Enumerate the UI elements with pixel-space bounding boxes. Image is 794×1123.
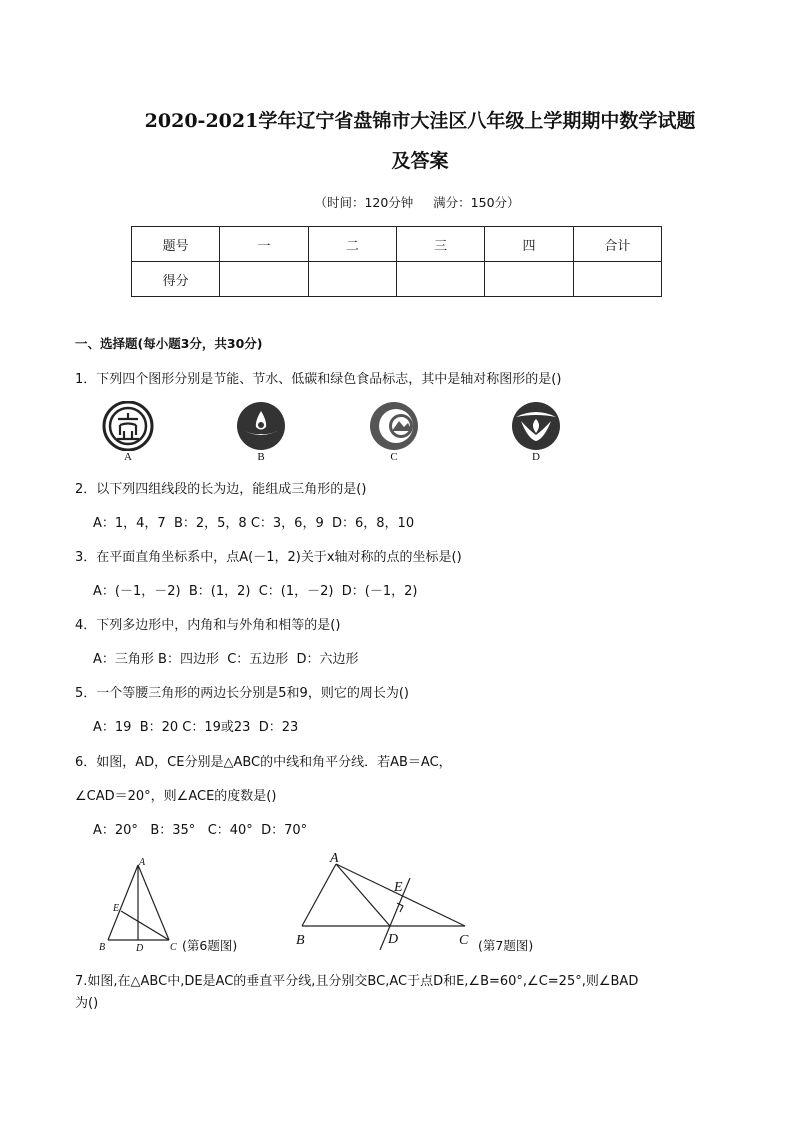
table-cell: [220, 262, 308, 297]
green-food-logo-icon: [508, 401, 564, 451]
question-7-stem: 7.如图,在△ABC中,DE是AC的垂直平分线,且分别交BC,AC于点D和E,∠B=60°,∠C=25°,则∠BAD: [75, 974, 639, 989]
table-row: [132, 227, 662, 262]
point-label: D: [388, 932, 399, 947]
document-title-continued: 及答案: [391, 150, 449, 172]
question-6-options: A：20° B：35° C：40° D：70°: [93, 823, 308, 838]
figure-6-triangle: [96, 855, 186, 955]
table-cell: 题号: [132, 227, 220, 262]
score-table: [131, 226, 662, 297]
figure-6-caption: (第6题图): [182, 938, 238, 953]
section-heading: 一、选择题(每小题3分，共30分): [75, 336, 263, 351]
logo-label: A: [124, 451, 132, 463]
question-3-stem: 3．在平面直角坐标系中，点A(－1，2)关于x轴对称的点的坐标是(): [75, 550, 462, 565]
question-2-stem: 2．以下列四组线段的长为边，能组成三角形的是(): [75, 482, 367, 497]
point-label: E: [113, 903, 120, 914]
question-6-stem-continued: ∠CAD＝20°，则∠ACE的度数是(): [75, 789, 277, 804]
segment-ad: [336, 864, 390, 926]
table-cell: 三: [396, 227, 484, 262]
table-cell: 合计: [573, 227, 661, 262]
table-cell: [485, 262, 573, 297]
table-cell: [573, 262, 661, 297]
table-cell: 得分: [132, 262, 220, 297]
logo-c: [366, 401, 422, 465]
point-label: A: [330, 851, 339, 866]
question-7-stem-continued: 为(): [75, 996, 99, 1011]
question-3-options: A：(－1，－2) B：(1，2) C：(1，－2) D：(－1，2): [93, 584, 418, 599]
logo-label: B: [257, 451, 265, 463]
question-6-stem: 6．如图，AD，CE分别是△ABC的中线和角平分线．若AB＝AC，: [75, 755, 452, 770]
exam-info: （时间：120分钟 满分：150分）: [314, 195, 520, 210]
bisector-ce: [121, 911, 169, 940]
question-5-stem: 5．一个等腰三角形的两边长分别是5和9，则它的周长为(): [75, 686, 409, 701]
document-title: 2020-2021学年辽宁省盘锦市大洼区八年级上学期期中数学试题: [144, 110, 696, 132]
point-label: B: [99, 942, 106, 953]
segment-ac: [336, 864, 465, 926]
energy-saving-logo-icon: [100, 401, 156, 451]
segment-ab: [302, 864, 336, 926]
logo-label: C: [390, 451, 398, 463]
question-2-options: A：1，4，7 B：2，5，8 C：3，6，9 D：6，8，10: [93, 516, 415, 531]
logo-d: [508, 401, 564, 465]
logo-a: [100, 401, 156, 465]
point-label: C: [170, 942, 177, 953]
point-label: A: [139, 857, 146, 868]
table-cell: 四: [485, 227, 573, 262]
point-label: B: [296, 933, 305, 948]
logo-b: [233, 401, 289, 465]
table-row: [132, 262, 662, 297]
figure-7-caption: (第7题图): [478, 938, 534, 953]
question-4-options: A：三角形 B：四边形 C：五边形 D：六边形: [93, 652, 359, 667]
logo-label: D: [532, 451, 540, 463]
segment-ac: [138, 865, 169, 940]
point-label: E: [394, 880, 403, 895]
question-5-options: A：19 B：20 C：19或23 D：23: [93, 720, 299, 735]
figure-7-triangle: [290, 848, 480, 950]
table-cell: [396, 262, 484, 297]
point-label: C: [459, 933, 469, 948]
table-cell: 二: [308, 227, 396, 262]
table-cell: 一: [220, 227, 308, 262]
water-saving-logo-icon: [233, 401, 289, 451]
question-1-stem: 1．下列四个图形分别是节能、节水、低碳和绿色食品标志，其中是轴对称图形的是(): [75, 372, 562, 387]
table-cell: [308, 262, 396, 297]
point-label: D: [136, 943, 144, 954]
low-carbon-logo-icon: [366, 401, 422, 451]
question-4-stem: 4．下列多边形中，内角和与外角和相等的是(): [75, 618, 341, 633]
